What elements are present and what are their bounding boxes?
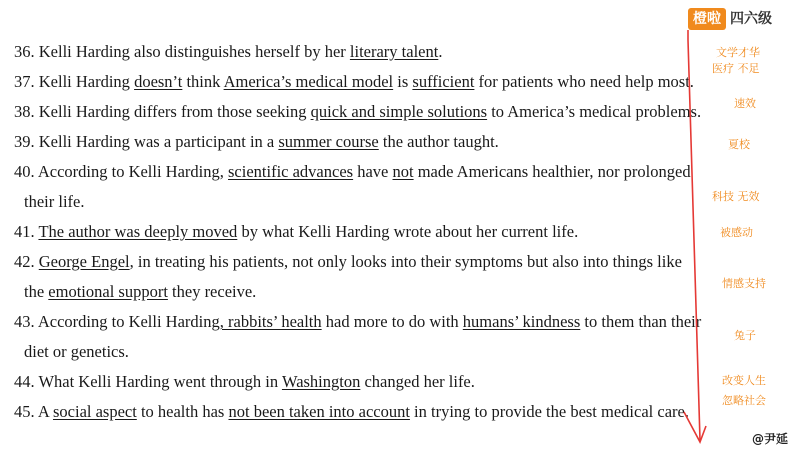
underlined-phrase: summer course [278,132,379,151]
brand-subtitle: 四六级 [730,11,772,27]
question-42 [14,252,682,302]
question-text: What Kelli Harding went through in [34,372,282,391]
brand-name: 橙啦 [688,8,726,30]
underlined-phrase: social aspect [52,402,137,421]
question-text: have [353,162,393,181]
question-44 [14,372,475,392]
question-37 [14,72,694,92]
question-text: Kelli Harding also distinguishes herself by her [34,42,350,61]
question-number: 40. [14,162,35,181]
underlined-phrase: not [392,162,414,181]
annotation-note: 兔子 [734,329,756,342]
question-40 [14,162,691,212]
question-text: Kelli Harding was a participant in a [34,132,279,151]
underlined-phrase: scientific advances [228,162,354,181]
question-continuation [14,282,682,302]
annotation-note: 情感支持 [722,277,766,290]
annotation-note: 文学才华 [716,46,760,59]
question-text: Kelli Harding [34,72,135,91]
question-number: 41. [14,222,35,241]
underlined-phrase: George Engel [38,252,130,271]
question-text: A [34,402,53,421]
question-text: to health has [136,402,229,421]
underlined-phrase: The author was deeply moved [38,222,238,241]
underlined-phrase: , rabbits’ health [219,312,322,331]
question-text: changed her life. [360,372,475,391]
question-number: 45. [14,402,35,421]
question-text: in trying to provide the best medical care. [409,402,689,421]
underlined-phrase: emotional support [48,282,168,301]
question-continuation: their life. [24,192,85,211]
question-text: for patients who need help most. [474,72,694,91]
question-38 [14,102,701,122]
question-39 [14,132,499,152]
annotation-note: 被感动 [720,226,753,239]
question-continuation: diet or genetics. [24,342,129,361]
question-36 [14,42,442,62]
underlined-phrase: sufficient [412,72,475,91]
question-text: , in treating his patients, not only looks into their symptoms but also into things like [129,252,682,271]
question-number: 36. [14,42,35,61]
question-text: by what Kelli Harding wrote about her current life. [237,222,579,241]
question-text: the [24,282,49,301]
annotation-note: 改变人生 [722,374,766,387]
annotation-note: 医疗 不足 [712,62,760,75]
question-45 [14,402,689,422]
question-text: According to Kelli Harding, [34,162,229,181]
underlined-phrase: literary talent [349,42,439,61]
question-number: 42. [14,252,35,271]
brand-logo [688,8,772,30]
question-number: 43. [14,312,35,331]
question-number: 37. [14,72,35,91]
question-number: 44. [14,372,35,391]
question-text: According to Kelli Harding [34,312,220,331]
question-text: to America’s medical problems. [487,102,702,121]
author-watermark: @尹延 [752,432,789,446]
question-text: the author taught. [378,132,499,151]
underlined-phrase: America’s medical model [223,72,394,91]
question-41 [14,222,578,242]
annotation-note: 速效 [734,97,756,110]
underlined-phrase: doesn’t [134,72,183,91]
question-number: 39. [14,132,35,151]
question-text: had more to do with [321,312,463,331]
annotation-note: 夏校 [728,138,750,151]
underlined-phrase: humans’ kindness [462,312,581,331]
question-text: made Americans healthier, nor prolonged [413,162,691,181]
question-text: to them than their [580,312,702,331]
underlined-phrase: not been taken into account [228,402,410,421]
question-text: Kelli Harding differs from those seeking [34,102,311,121]
question-text: . [438,42,443,61]
question-text: they receive. [167,282,257,301]
question-text: think [182,72,224,91]
underlined-phrase: Washington [281,372,361,391]
underlined-phrase: quick and simple solutions [310,102,488,121]
annotation-note: 科技 无效 [712,190,760,203]
annotation-note: 忽略社会 [722,394,766,407]
question-number: 38. [14,102,35,121]
question-text: is [393,72,413,91]
question-43 [14,312,701,362]
